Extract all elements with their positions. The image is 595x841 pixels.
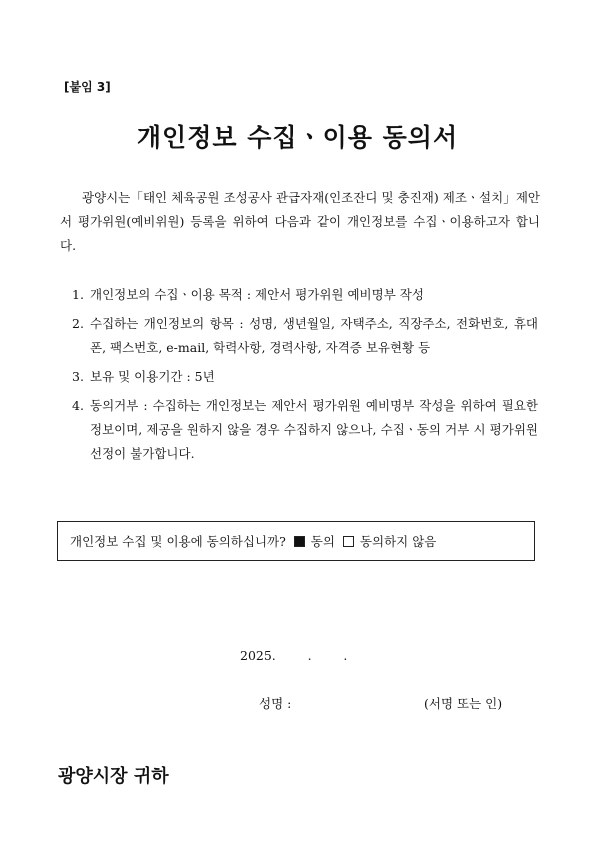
signature-name-label: 성명 : (259, 696, 292, 711)
item-text: 수집하는 개인정보의 항목 : 성명, 생년월일, 자택주소, 직장주소, 전화번호, 휴대폰, 팩스번호, e-mail, 학력사항, 경력사항, 자격증 보유현황 등 (90, 316, 538, 355)
item-number: 1. (72, 287, 84, 302)
addressee: 광양시장 귀하 (58, 766, 169, 787)
agree-checkbox[interactable] (294, 536, 305, 547)
item-number: 2. (72, 316, 84, 331)
consent-items-list (72, 283, 538, 471)
item-text: 동의거부 : 수집하는 개인정보는 제안서 평가위원 예비명부 작성을 위하여 필요한 정보이며, 제공을 원하지 않을 경우 수집하지 않으나, 수집ㆍ동의 거부 시 평가위원 선정이 불가합니다. (90, 398, 538, 461)
document-title: 개인정보 수집ㆍ이용 동의서 (136, 123, 459, 152)
list-item (72, 365, 538, 389)
item-number: 3. (72, 369, 84, 384)
agree-option[interactable] (294, 532, 335, 550)
list-item (72, 394, 538, 466)
disagree-checkbox[interactable] (343, 536, 354, 547)
list-item (72, 312, 538, 360)
intro-paragraph (60, 186, 540, 258)
disagree-label: 동의하지 않음 (359, 534, 437, 549)
agree-label: 동의 (310, 534, 335, 549)
attachment-label: [붙임 3] (64, 80, 111, 94)
item-text: 개인정보의 수집ㆍ이용 목적 : 제안서 평가위원 예비명부 작성 (90, 287, 424, 302)
signature-note: (서명 또는 인) (424, 696, 503, 711)
item-text: 보유 및 이용기간 : 5년 (90, 369, 215, 384)
disagree-option[interactable] (343, 532, 436, 550)
item-number: 4. (72, 398, 84, 413)
consent-box (57, 521, 535, 561)
list-item (72, 283, 538, 307)
date-line: 2025. . . (240, 648, 348, 663)
intro-text: 광양시는「태인 체육공원 조성공사 관급자재(인조잔디 및 충진재) 제조ㆍ설치」제안서 평가위원(예비위원) 등록을 위하여 다음과 같이 개인정보를 수집ㆍ이용하고자 합니다. (60, 190, 540, 253)
consent-question: 개인정보 수집 및 이용에 동의하십니까? (70, 534, 286, 549)
